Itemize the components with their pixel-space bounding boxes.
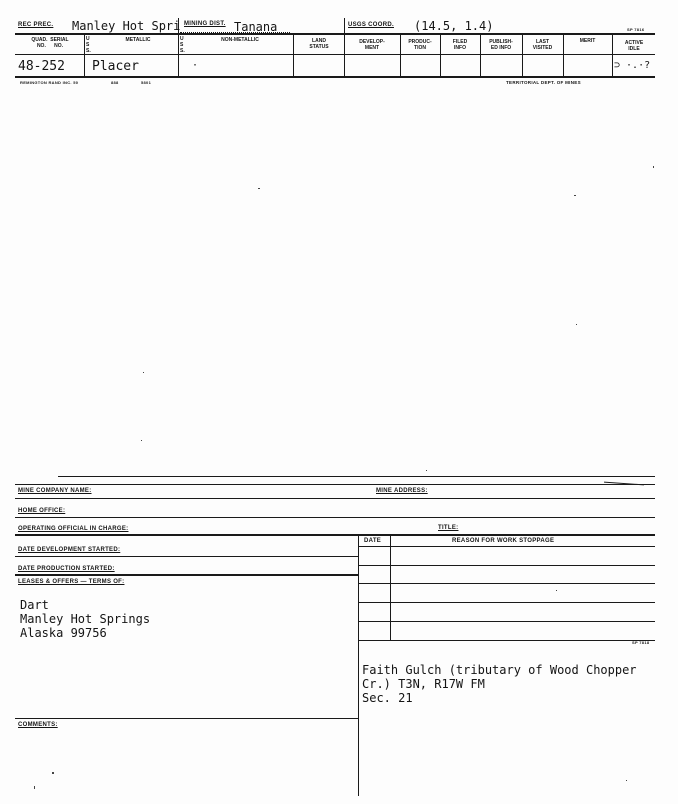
col-uss-1: U S S.	[86, 36, 91, 54]
col-metallic: METALLIC	[125, 37, 151, 43]
usgs-coord-label: USGS COORD.	[348, 22, 394, 28]
rec-prec-value: Manley Hot Spri	[72, 19, 181, 33]
col-development: DEVELOP- MENT	[359, 39, 385, 51]
non-metallic-value: ·	[192, 60, 199, 71]
bottom-form-number: SP 7818	[632, 640, 650, 645]
scan-speck	[653, 166, 654, 168]
top-card-vline	[480, 34, 481, 76]
leases-label: LEASES & OFFERS — TERMS OF:	[18, 579, 125, 585]
scan-speck	[143, 372, 144, 373]
scan-speck	[34, 786, 35, 789]
comments-rule	[15, 718, 358, 719]
work-stoppage-rule	[358, 602, 655, 603]
scan-speck	[576, 324, 577, 325]
top-card-rule-3	[15, 76, 655, 78]
top-card-vline	[84, 34, 85, 76]
scan-speck	[141, 440, 142, 441]
scan-speck	[574, 195, 576, 196]
bottom-card-rule	[15, 574, 358, 576]
work-stoppage-rule	[358, 621, 655, 622]
work-stoppage-rule	[358, 546, 655, 547]
title-label: TITLE:	[438, 525, 459, 531]
date-production-label: DATE PRODUCTION STARTED:	[18, 566, 115, 572]
col-production: PRODUC- TION	[408, 39, 432, 51]
bottom-card-rule	[15, 517, 655, 518]
scan-speck	[52, 772, 54, 774]
location-text: Faith Gulch (tributary of Wood Chopper Cr.) T3N, R17W FM Sec. 21	[362, 663, 637, 705]
mine-address-label: MINE ADDRESS:	[376, 488, 428, 494]
mining-dist-label: MINING DIST.	[184, 21, 226, 27]
col-active-idle: ACTIVE IDLE	[624, 40, 644, 52]
top-form-number: SP 7816	[627, 27, 645, 32]
mining-dist-value: Tanana	[234, 20, 278, 34]
home-office-label: HOME OFFICE:	[18, 508, 66, 514]
metallic-value: Placer	[92, 59, 139, 74]
date-column-label: DATE	[364, 538, 382, 544]
work-stoppage-rule	[358, 640, 655, 641]
usgs-coord-value: (14.5, 1.4)	[414, 19, 494, 33]
top-card-rule-1	[15, 33, 655, 35]
territorial-dept: TERRITORIAL DEPT. OF MINES	[506, 80, 581, 85]
top-card-vline	[440, 34, 441, 76]
col-uss-2: U S S.	[180, 36, 185, 54]
work-stoppage-rule	[358, 565, 655, 566]
top-card-vline	[344, 18, 345, 76]
work-stoppage-divider	[358, 534, 359, 796]
comments-label: COMMENTS:	[18, 722, 58, 728]
col-last-visited: LAST VISITED	[532, 39, 553, 51]
scan-speck	[626, 780, 627, 781]
col-filed-info: FILED INFO	[452, 39, 468, 51]
work-stoppage-rule	[358, 583, 655, 584]
footer-code-2: 5801	[141, 80, 152, 85]
top-card-vline	[612, 34, 613, 76]
col-published-info: PUBLISH- ED INFO	[489, 39, 513, 51]
top-card-vline	[400, 34, 401, 76]
top-card-vline	[563, 34, 564, 76]
quad-serial-value: 48-252	[18, 59, 65, 74]
col-quad-serial: QUAD. SERIAL NO. NO.	[31, 37, 69, 49]
footer-code-1: 888	[111, 80, 119, 85]
col-land-status: LAND STATUS	[309, 38, 329, 50]
scan-speck	[556, 590, 557, 591]
date-column-divider	[390, 534, 391, 640]
top-card-vline	[293, 34, 294, 76]
operating-official-label: OPERATING OFFICIAL IN CHARGE:	[18, 526, 129, 532]
top-card-vline	[522, 34, 523, 76]
col-merit: MERIT	[579, 38, 596, 44]
bottom-card-rule	[15, 484, 655, 485]
leases-text: Dart Manley Hot Springs Alaska 99756	[20, 598, 151, 640]
bottom-card-rule	[15, 534, 655, 536]
bottom-card-rule	[15, 556, 358, 557]
active-idle-mark: ⊃ ·.·?	[614, 60, 651, 71]
top-card-rule-2	[15, 54, 655, 55]
scan-speck	[426, 470, 427, 471]
printer-credit: REMINGTON RAND INC. 50	[20, 80, 79, 85]
reason-column-label: REASON FOR WORK STOPPAGE	[452, 538, 555, 544]
mine-company-label: MINE COMPANY NAME:	[18, 488, 92, 494]
scan-speck	[258, 188, 260, 189]
mining-dist-underline	[180, 32, 290, 33]
date-development-label: DATE DEVELOPMENT STARTED:	[18, 547, 121, 553]
rec-prec-label: REC PREC.	[18, 22, 54, 28]
col-non-metallic: NON-METALLIC	[221, 37, 259, 43]
bottom-card-rule	[15, 498, 655, 499]
bottom-card-top-rule	[58, 476, 655, 477]
